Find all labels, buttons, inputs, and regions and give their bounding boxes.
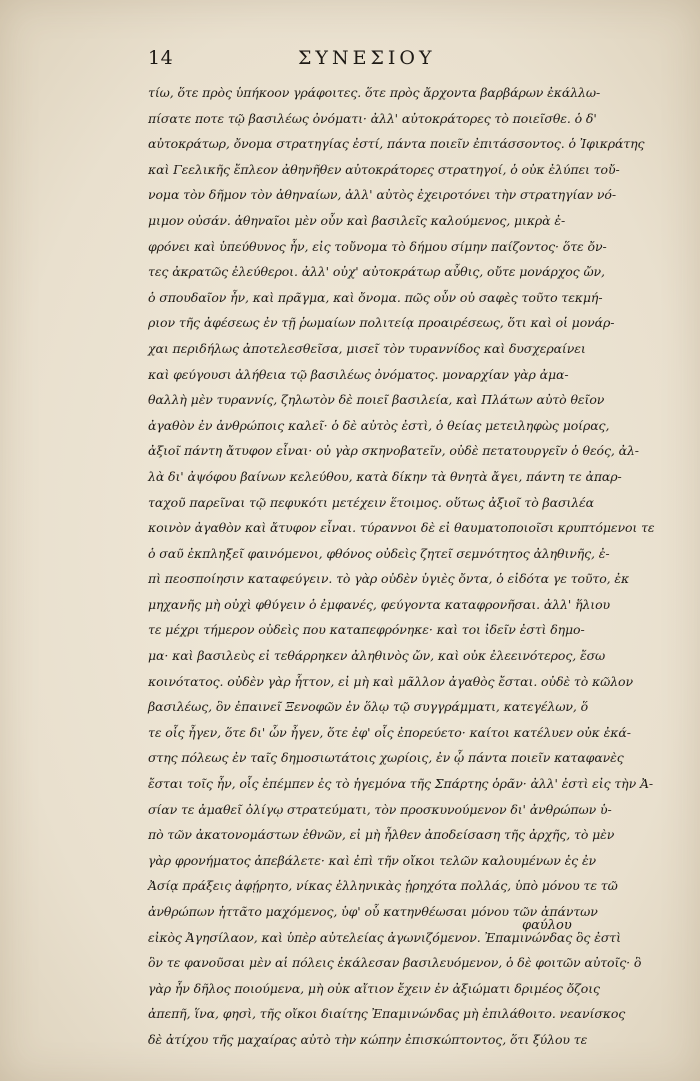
text-line: μιμον οὐσάν. ἀθηναῖοι μὲν οὖν καὶ βασιλεῖς καλούμενος, μικρὰ ἐ- — [148, 212, 566, 228]
text-line: μηχανῆς μὴ οὐχὶ φθύγειν ὁ ἐμφανές, φεύγοντα καταφρονῆσαι. ἀλλ' ἥλιου — [148, 596, 611, 612]
text-line: τε μέχρι τήμερον οὐδεὶς που καταπεφρόνηκε· καὶ τοι ἰδεῖν ἐστὶ δημο- — [148, 622, 585, 638]
text-line: ἀνθρώπων ἡττᾶτο μαχόμενος, ὑφ' οὗ κατηνθέωσαι μόνου τῶν ἀπάντων — [148, 904, 598, 919]
text-line: ὁ σπουδαῖον ἦν, καὶ πρᾶγμα, καὶ ὄνομα. πῶς οὖν οὐ σαφὲς τοῦτο τεκμή- — [148, 289, 603, 305]
text-line: Ἀσίᾳ πράξεις ἀφῄρητο, νίκας ἑλληνικὰς ᾑρηχότα πολλάς, ὑπὸ μόνου τε τῶ — [148, 878, 618, 894]
text-line: κοινότατος. οὐδὲν γὰρ ἧττον, εἰ μὴ καὶ μᾶλλον ἀγαθὸς ἔσται. οὐδὲ τὸ κῶλον — [148, 673, 633, 689]
catchword: φαύλου — [522, 918, 572, 933]
page-header — [148, 47, 568, 77]
text-line: καὶ Γεελικῆς ἔπλεον ἀθηνῆθεν αὐτοκράτορες στρατηγοί, ὁ οὐκ ἐλύπει τοὔ- — [148, 161, 620, 177]
text-line: γὰρ φρονήματος ἀπεβάλετε· καὶ ἐπὶ τῆν οἴκοι τελῶν καλουμένων ἐς ἐν — [148, 852, 597, 868]
text-line: τε οἷς ἦγεν, ὅτε δι' ὧν ἦγεν, ὅτε ἐφ' οἷς ἐπορεύετο· καίτοι κατέλυεν οὐκ ἐκά- — [148, 724, 631, 740]
text-line: καὶ φεύγουσι ἀλήθεια τῷ βασιλέως ὀνόματος. μοναρχίαν γὰρ ἀμα- — [148, 366, 569, 382]
text-line: ἀξιοῖ πάντη ἄτυφον εἶναι· οὐ γὰρ σκηνοβατεῖν, οὐδὲ πετατουργεῖν ὁ θεός, ἀλ- — [148, 443, 639, 459]
text-line: φρόνει καὶ ὑπεύθυνος ἦν, εἰς τοὔνομα τὸ δήμου σίμην παίζοντος· ὅτε ὄν- — [148, 238, 607, 254]
text-line: στης πόλεως ἐν ταῖς δημοσιωτάτοις χωρίοις, ἐν ᾧ πάντα ποιεῖν καταφανὲς — [148, 750, 624, 766]
running-head: ΣΥΝΕΣΙΟΥ — [298, 47, 436, 69]
text-line: ἀπεπῆ, ἵνα, φησὶ, τῆς οἴκοι διαίτης Ἐπαμινώνδας μὴ ἐπιλάθοιτο. νεανίσκος — [148, 1006, 626, 1022]
text-line: μα· καὶ βασιλεὺς εἰ τεθάρρηκεν ἀληθινὸς ὤν, καὶ οὐκ ἐλεεινότερος, ἔσω — [148, 648, 606, 664]
text-line: χαι περιδήλως ἀποτελεσθεῖσα, μισεῖ τὸν τυραννίδος καὶ δυσχεραίνει — [148, 340, 586, 356]
text-line: πίσατε ποτε τῷ βασιλέως ὀνόματι· ἀλλ' αὐτοκράτορες τὸ ποιεῖσθε. ὁ δ' — [148, 110, 597, 126]
text-line: ὃν τε φανοῦσαι μὲν αἱ πόλεις ἐκάλεσαν βασιλευόμενον, ὁ δὲ φοιτῶν αὐτοῖς· ὃ — [148, 955, 642, 971]
text-line: ριον τῆς ἀφέσεως ἐν τῇ ῥωμαίων πολιτείᾳ προαιρέσεως, ὅτι καὶ οἱ μονάρ- — [148, 315, 615, 331]
text-line: ταχοῦ παρεῖναι τῷ πεφυκότι μετέχειν ἕτοιμος. οὕτως ἀξιοῖ τὸ βασιλέα — [148, 494, 595, 510]
text-line: πὸ τῶν ἀκατονομάστων ἐθνῶν, εἰ μὴ ἦλθεν ἀποδείσαση τῆς ἀρχῆς, τὸ μὲν — [148, 827, 615, 843]
text-line: βασιλέως, ὃν ἐπαινεῖ Ξενοφῶν ἐν ὅλῳ τῷ συγγράμματι, κατεγέλων, ὅ — [148, 699, 589, 715]
text-line: δὲ ἀτίχου τῆς μαχαίρας αὐτὸ τὴν κώπην ἐπισκώπτοντος, ὅτι ξύλου τε — [148, 1031, 588, 1047]
text-line: κοινὸν ἀγαθὸν καὶ ἄτυφον εἶναι. τύραννοι δὲ εἰ θαυματοποιοῖσι κρυπτόμενοι τε — [148, 520, 655, 536]
text-line: γὰρ ἦν δῆλος ποιούμενα, μὴ οὐκ αἴτιον ἔχειν ἐν ἀξιώματι δριμέος ὄζοις — [148, 980, 600, 996]
text-line: εἰκὸς Ἀγησίλαον, καὶ ὑπὲρ αὐτελείας ἀγωνιζόμενον. Ἐπαμινώνδας ὃς ἐστὶ — [148, 929, 621, 945]
text-line: ὁ σαῦ ἐκπληξεῖ φαινόμενοι, φθόνος οὐδεὶς ζητεῖ σεμνότητος ἀληθινῆς, ἐ- — [148, 545, 610, 561]
text-line: σίαν τε ἀμαθεῖ ὀλίγῳ στρατεύματι, τὸν προσκυνούμενον δι' ἀνθρώπων ὑ- — [148, 801, 612, 817]
text-line: αὐτοκράτωρ, ὄνομα στρατηγίας ἐστί, πάντα ποιεῖν ἐπιτάσσοντος. ὁ Ἰφικράτης — [148, 136, 645, 152]
page-number: 14 — [148, 47, 174, 69]
main-text-block — [148, 80, 655, 1053]
text-line: θαλλὴ μὲν τυραννίς, ζηλωτὸν δὲ ποιεῖ βασιλεία, καὶ Πλάτων αὐτὸ θεῖον — [148, 392, 605, 408]
text-line: νομα τὸν δῆμον τὸν ἀθηναίων, ἀλλ' αὐτὸς ἐχειροτόνει τὴν στρατηγίαν νό- — [148, 187, 616, 203]
text-line: ἔσται τοῖς ἦν, οἷς ἐπέμπεν ἐς τὸ ἡγεμόνα τῆς Σπάρτης ὁρᾶν· ἀλλ' ἐστὶ εἰς τὴν Ἀ- — [148, 776, 653, 792]
text-line: τίω, ὅτε πρὸς ὑπήκοον γράφοιτες. ὅτε πρὸς ἄρχοντα βαρβάρων ἐκάλλω- — [148, 85, 601, 100]
text-line: λὰ δι' ἀψόφου βαίνων κελεύθου, κατὰ δίκην τὰ θνητὰ ἄγει, πάντη τε ἀπαρ- — [148, 468, 622, 484]
text-line: πὶ πεοσποίησιν καταφεύγειν. τὸ γὰρ οὐδὲν ὑγιὲς ὄντα, ὁ εἰδότα γε τοῦτο, ἐκ — [148, 571, 630, 587]
text-line: τες ἀκρατῶς ἐλεύθεροι. ἀλλ' οὐχ' αὐτοκράτωρ αὖθις, οὔτε μονάρχος ὤν, — [148, 264, 605, 280]
text-line: ἀγαθὸν ἐν ἀνθρώποις καλεῖ· ὁ δὲ αὐτὸς ἐστὶ, ὁ θείας μετειληφὼς μοίρας, — [148, 417, 610, 433]
